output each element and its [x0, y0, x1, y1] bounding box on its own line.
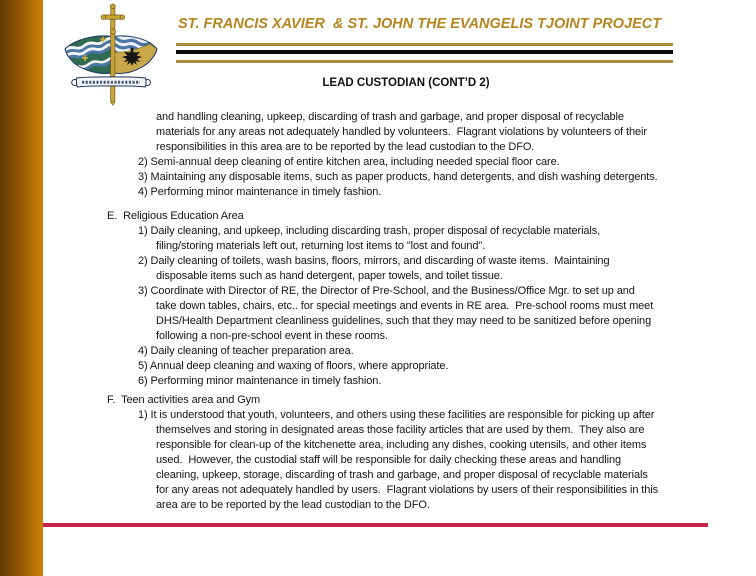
text-line: responsibilities in this area are to be reported by the lead custodian to the DFO.	[156, 141, 535, 153]
text-line: filing/storing materials left out, returning lost items to "lost and found".	[156, 240, 486, 252]
text-line: used. However, the custodial staff will be responsible for daily checking these areas and handling	[156, 454, 622, 466]
text-line: disposable items such as hand detergent, paper towels, and toilet tissue.	[156, 270, 503, 282]
text-line: following a non-pre-school event in these rooms.	[156, 330, 388, 342]
section-heading: LEAD CUSTODIAN (CONT’D 2)	[322, 77, 490, 89]
text-block	[0, 110, 756, 200]
text-line: 2) Daily cleaning of toilets, wash basins, floors, mirrors, and discarding of waste items. Maintaining	[138, 255, 610, 267]
text-line: E. Religious Education Area	[107, 210, 244, 222]
page-title: ST. FRANCIS XAVIER & ST. JOHN THE EVANGELIS TJOINT PROJECT	[178, 16, 662, 32]
text-line: cleaning, upkeep, storage, discarding of trash and garbage, and proper disposal of recyclable materials	[156, 469, 648, 481]
text-block	[0, 393, 756, 513]
text-line: 4) Daily cleaning of teacher preparation area.	[138, 345, 354, 357]
text-line: 1) It is understood that youth, volunteers, and others using these facilities are responsible for picking up after	[138, 409, 655, 421]
text-line: 3) Maintaining any disposable items, such as paper products, hand detergents, and dish washing detergents.	[138, 171, 658, 183]
text-line: 3) Coordinate with Director of RE, the Director of Pre-School, and the Business/Office Mgr. to set up and	[138, 285, 635, 297]
footer-accent-line	[43, 523, 708, 527]
text-line: DHS/Health Department cleanliness guidelines, such that they may need to be sanitized before opening	[156, 315, 652, 327]
text-line: materials for any areas not adequately handled by volunteers. Flagrant violations by volunteers of their	[156, 126, 647, 138]
text-line: for any areas not adequately handled by users. Flagrant violations by users of their responsibilities in this	[156, 484, 659, 496]
text-line: 1) Daily cleaning, and upkeep, including discarding trash, proper disposal of recyclable materials,	[138, 225, 601, 237]
text-line: F. Teen activities area and Gym	[107, 394, 261, 406]
text-line: 5) Annual deep cleaning and waxing of floors, where appropriate.	[138, 360, 449, 372]
text-line: themselves and storing in designated areas those facility articles that are used by them. They also are	[156, 424, 645, 436]
text-line: and handling cleaning, upkeep, discarding of trash and garbage, and proper disposal of recyclable	[156, 111, 624, 123]
text-line: 2) Semi-annual deep cleaning of entire kitchen area, including needed special floor care.	[138, 156, 560, 168]
text-line: 4) Performing minor maintenance in timely fashion.	[138, 186, 382, 198]
text-block	[0, 209, 756, 389]
text-line: 6) Performing minor maintenance in timely fashion.	[138, 375, 382, 387]
text-line: area are to be reported by the lead custodian to the DFO.	[156, 499, 430, 511]
text-line: take down tables, chairs, etc.. for special meetings and events in RE area. Pre-school rooms must meet	[156, 300, 654, 312]
text-line: responsible for clean-up of the kitchenette area, including any dishes, cooking utensils, and other items	[156, 439, 647, 451]
